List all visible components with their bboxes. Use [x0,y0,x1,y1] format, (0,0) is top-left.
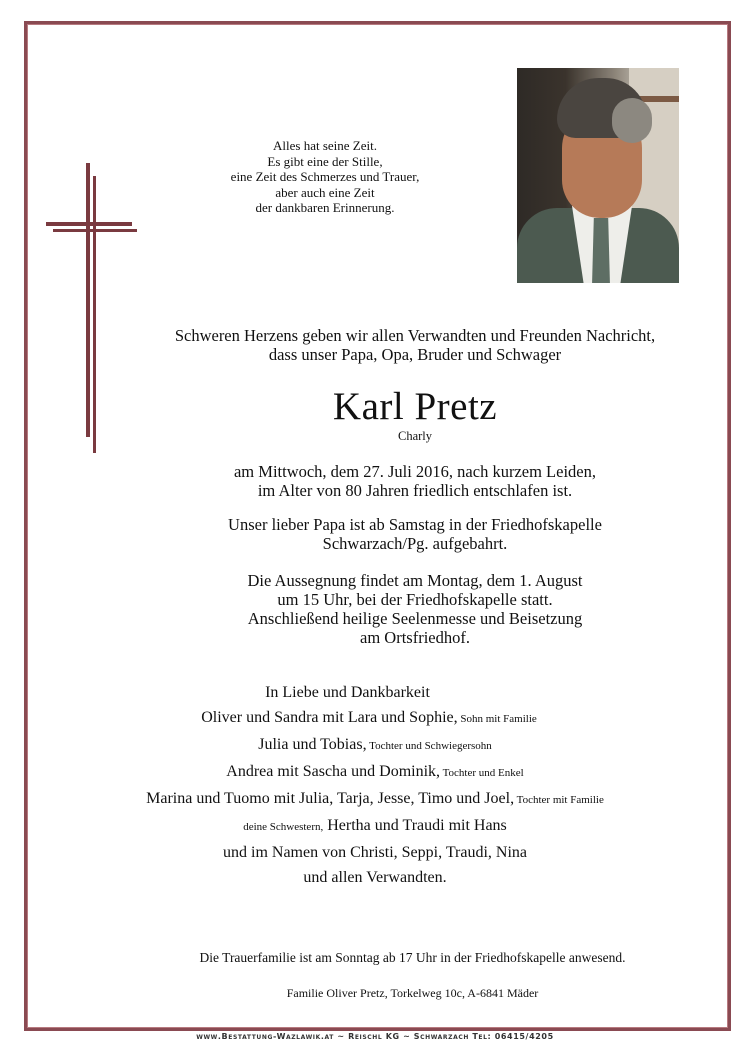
death-notice [130,462,700,500]
poem-line: aber auch eine Zeit [275,184,375,200]
viewing-line: Unser lieber Papa ist ab Samstag in der Friedhofskapelle [228,515,602,534]
viewing-line: Schwarzach/Pg. aufgebahrt. [322,534,508,553]
deceased-nickname: Charly [397,429,433,443]
intro-line: dass unser Papa, Opa, Bruder und Schwager [268,345,562,364]
funeral-home-footer: www.Bestattung-Wazlawik.at ~ Reischl KG ~ Schwarzach Tel: 06415/4205 [196,1032,554,1041]
death-notice-line: am Mittwoch, dem 27. Juli 2016, nach kurzem Leiden, [233,462,596,481]
family-address: Familie Oliver Pretz, Torkelweg 10c, A-6841 Mäder [286,986,539,1000]
ceremony-line: Anschließend heilige Seelenmesse und Beisetzung [247,609,583,628]
mourner-entry: Julia und Tobias, Tochter und Schwiegersohn [258,736,492,753]
mourner-entry: und im Namen von Christi, Seppi, Traudi, Nina [223,844,527,861]
intro-line: Schweren Herzens geben wir allen Verwandten und Freunden Nachricht, [174,326,656,345]
poem-line: der dankbaren Erinnerung. [255,200,395,215]
mourners-block [0,680,750,890]
ceremony-line: Die Aussegnung findet am Montag, dem 1. August [247,571,583,590]
ceremony-line: am Ortsfriedhof. [360,628,470,647]
poem [215,138,435,216]
intro-text [130,326,700,364]
viewing-notice [130,515,700,553]
ceremony-notice [130,571,700,647]
mourners-heading: In Liebe und Dankbarkeit [265,684,430,701]
ceremony-line: um 15 Uhr, bei der Friedhofskapelle statt. [277,590,553,609]
poem-line: eine Zeit des Schmerzes und Trauer, [230,169,420,184]
mourner-entry: Oliver und Sandra mit Lara und Sophie, Sohn mit Familie [201,709,537,726]
deceased-block [130,385,700,443]
poem-line: Es gibt eine der Stille, [267,153,383,169]
family-presence-notice: Die Trauerfamilie ist am Sonntag ab 17 Uhr in der Friedhofskapelle anwesend. [199,950,626,965]
portrait-photo [517,68,679,283]
mourner-entry: deine Schwestern, Hertha und Traudi mit Hans [243,817,507,834]
deceased-name: Karl Pretz [332,385,498,428]
mourner-entry: und allen Verwandten. [303,869,447,886]
mourner-entry: Marina und Tuomo mit Julia, Tarja, Jesse, Timo und Joel, Tochter mit Familie [146,790,604,807]
death-notice-line: im Alter von 80 Jahren friedlich entschlafen ist. [257,481,573,500]
mourner-entry: Andrea mit Sascha und Dominik, Tochter und Enkel [226,763,524,780]
poem-line: Alles hat seine Zeit. [273,138,377,153]
